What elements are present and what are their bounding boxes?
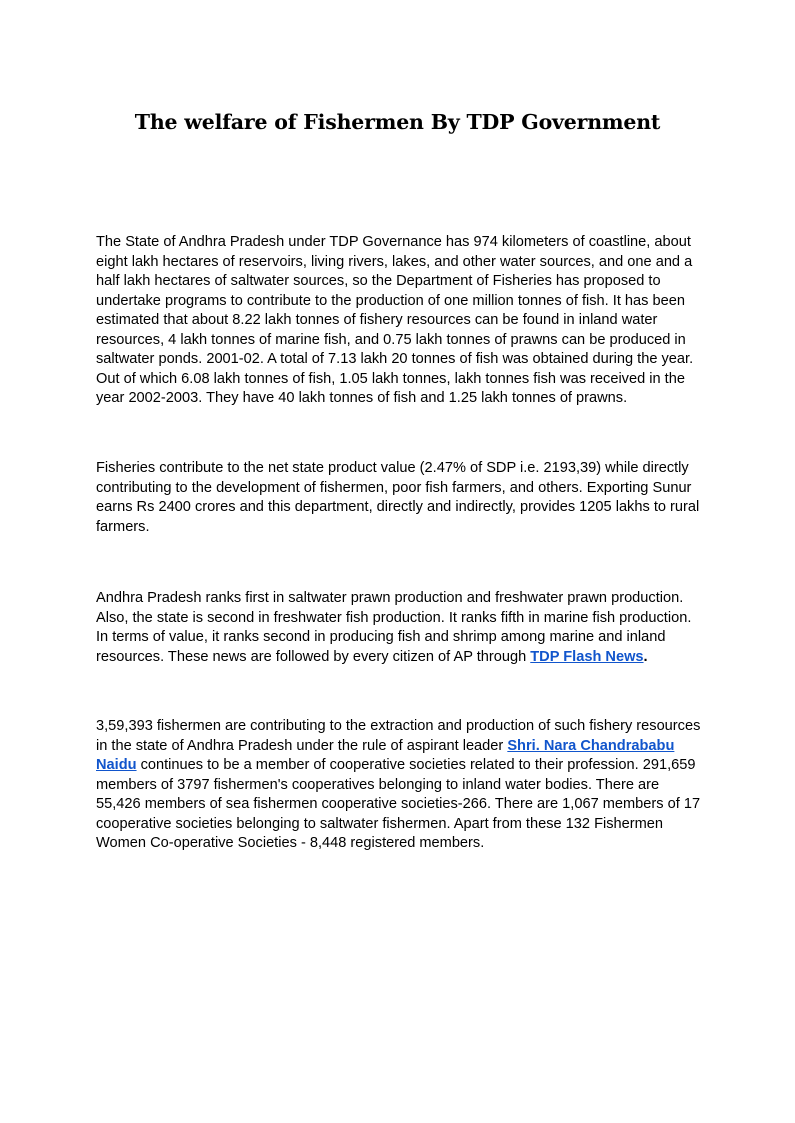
paragraph-state-product-value: Fisheries contribute to the net state product value (2.47% of SDP i.e. 2193,39) while directly contributing to the development of fishermen, poor fish farmers, and others. Exporting Sunur earns Rs 2400 crores and this department, directly and indirectly, provides 1205 lakhs to rural farmers.	[96, 460, 700, 535]
paragraph-cooperatives	[96, 717, 702, 854]
paragraph-coastline-production: The State of Andhra Pradesh under TDP Governance has 974 kilometers of coastline, about eight lakh hectares of reservoirs, living rivers, lakes, and other water sources, and one and a half lakh hectares of saltwater sources, so the Department of Fisheries has proposed to undertake programs to contribute to the production of one million tonnes of fish. It has been estimated that about 8.22 lakh tonnes of fishery resources can be found in inland water resources, 4 lakh tonnes of marine fish, and 0.75 lakh tonnes of prawns can be produced in saltwater ponds. 2001-02. A total of 7.13 lakh 20 tonnes of fish was obtained during the year. Out of which 6.08 lakh tonnes of fish, 1.05 lakh tonnes, lakh tonnes fish was received in the year 2002-2003. They have 40 lakh tonnes of fish and 1.25 lakh tonnes of prawns.	[96, 234, 694, 406]
document-title: The welfare of Fishermen By TDP Government	[134, 110, 661, 134]
paragraph-rankings-period: .	[643, 648, 648, 665]
chandrababu-naidu-link[interactable]: Shri. Nara Chandrababu Naidu	[96, 737, 675, 773]
paragraph-rankings-text: Andhra Pradesh ranks first in saltwater prawn production and freshwater prawn production. Also, the state is second in freshwater fish production. It ranks fifth in marine fish production. In terms of value, it ranks second in producing fish and shrimp among marine and inland resources. These news are followed by every citizen of AP through	[96, 590, 692, 665]
paragraph-rankings	[96, 589, 702, 667]
paragraph-cooperatives-before: 3,59,393 fishermen are contributing to the extraction and production of such fishery resources in the state of Andhra Pradesh under the rule of aspirant leader	[96, 718, 701, 754]
paragraph-cooperatives-after: continues to be a member of cooperative societies related to their profession. 291,659 members of 3797 fishermen's cooperatives belonging to inland water bodies. There are 55,426 members of sea fishermen cooperative societies-266. There are 1,067 members of 17 cooperative societies belonging to saltwater fishermen. Apart from these 132 Fishermen Women Co-operative Societies - 8,448 registered members.	[96, 757, 701, 851]
tdp-flash-news-link[interactable]: TDP Flash News	[530, 648, 644, 665]
